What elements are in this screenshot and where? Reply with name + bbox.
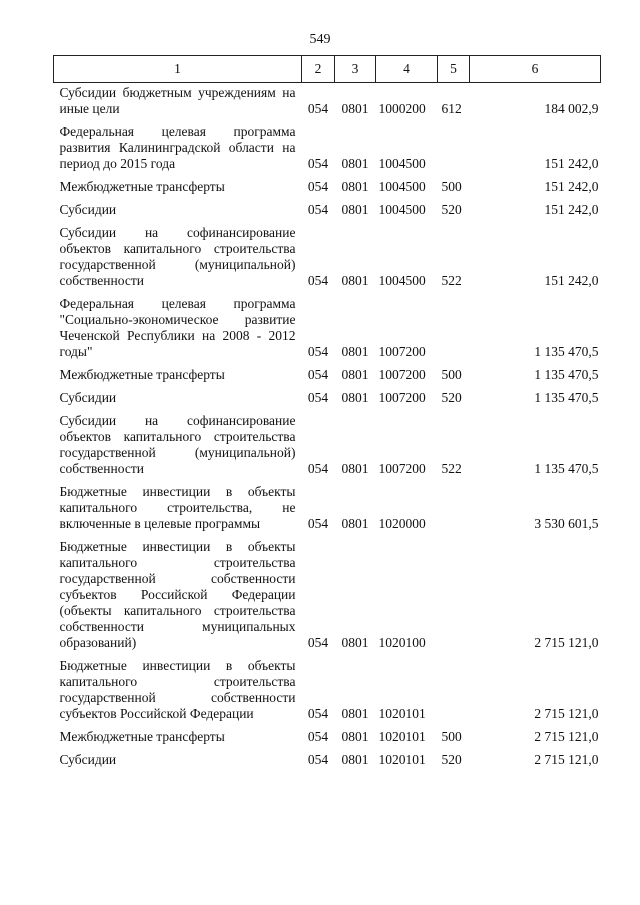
row-target-code: 1020101	[378, 752, 426, 767]
row-ministry-code: 054	[307, 179, 329, 194]
row-ministry-code: 054	[307, 156, 329, 171]
row-ministry-code: 054	[307, 101, 329, 116]
row-amount: 151 242,0	[544, 156, 599, 171]
row-ministry-code: 054	[307, 635, 329, 650]
row-name: Бюджетные инвестиции в объекты капитального строительства государственной собственности субъектов Российской Федерации (объекты капитального строительства собственности муниципальных образований)	[59, 539, 296, 650]
row-target-code: 1020101	[378, 729, 426, 744]
row-amount: 151 242,0	[544, 273, 599, 288]
row-section-code: 0801	[341, 752, 369, 767]
table-row	[54, 83, 601, 123]
table-row	[54, 482, 601, 537]
row-name: Субсидии	[59, 202, 117, 217]
table-row	[54, 388, 601, 411]
row-target-code: 1020000	[378, 516, 426, 531]
row-target-code: 1020101	[378, 706, 426, 721]
row-expense-type	[438, 537, 470, 656]
row-amount: 151 242,0	[544, 179, 599, 194]
header-col-4: 4	[376, 56, 438, 83]
row-ministry-code: 054	[307, 202, 329, 217]
budget-table	[53, 55, 601, 773]
table-row	[54, 122, 601, 177]
row-name: Межбюджетные трансферты	[59, 367, 225, 382]
row-amount: 1 135 470,5	[534, 367, 599, 382]
table-row	[54, 365, 601, 388]
row-expense-type: 500	[441, 729, 462, 744]
row-name: Межбюджетные трансферты	[59, 729, 225, 744]
row-expense-type: 612	[441, 101, 462, 116]
row-ministry-code: 054	[307, 344, 329, 359]
table-row	[54, 200, 601, 223]
header-col-6: 6	[470, 56, 601, 83]
row-amount: 184 002,9	[544, 101, 599, 116]
row-name: Субсидии	[59, 390, 117, 405]
row-section-code: 0801	[341, 344, 369, 359]
table-row	[54, 223, 601, 294]
row-amount: 2 715 121,0	[534, 706, 599, 721]
row-expense-type: 520	[441, 752, 462, 767]
row-ministry-code: 054	[307, 752, 329, 767]
row-section-code: 0801	[341, 461, 369, 476]
row-name: Федеральная целевая программа развития Калининградской области на период до 2015 года	[59, 124, 296, 171]
row-amount: 2 715 121,0	[534, 729, 599, 744]
row-section-code: 0801	[341, 635, 369, 650]
header-col-5: 5	[438, 56, 470, 83]
row-section-code: 0801	[341, 390, 369, 405]
row-expense-type: 522	[441, 461, 462, 476]
row-ministry-code: 054	[307, 461, 329, 476]
row-expense-type	[438, 294, 470, 365]
row-name: Субсидии	[59, 752, 117, 767]
row-amount: 2 715 121,0	[534, 752, 599, 767]
row-amount: 2 715 121,0	[534, 635, 599, 650]
row-expense-type	[438, 656, 470, 727]
row-expense-type: 520	[441, 390, 462, 405]
row-name: Бюджетные инвестиции в объекты капитального строительства государственной собственности субъектов Российской Федерации	[59, 658, 296, 721]
row-section-code: 0801	[341, 179, 369, 194]
header-col-1: 1	[54, 56, 302, 83]
table-row	[54, 537, 601, 656]
row-name: Субсидии бюджетным учреждениям на иные цели	[59, 85, 296, 116]
row-expense-type: 500	[441, 367, 462, 382]
row-expense-type: 522	[441, 273, 462, 288]
row-target-code: 1007200	[378, 461, 426, 476]
row-target-code: 1007200	[378, 367, 426, 382]
row-section-code: 0801	[341, 202, 369, 217]
header-col-3: 3	[335, 56, 376, 83]
row-target-code: 1007200	[378, 344, 426, 359]
table-row	[54, 750, 601, 773]
row-section-code: 0801	[341, 729, 369, 744]
table-row	[54, 656, 601, 727]
row-expense-type	[438, 482, 470, 537]
row-target-code: 1007200	[378, 390, 426, 405]
row-name: Субсидии на софинансирование объектов капитального строительства государственной (муниципальной) собственности	[59, 413, 296, 476]
row-expense-type: 500	[441, 179, 462, 194]
table-header-row	[54, 56, 601, 83]
table-row	[54, 727, 601, 750]
row-target-code: 1000200	[378, 101, 426, 116]
row-name: Межбюджетные трансферты	[59, 179, 225, 194]
row-ministry-code: 054	[307, 367, 329, 382]
row-name: Субсидии на софинансирование объектов капитального строительства государственной (муниципальной) собственности	[59, 225, 296, 288]
row-amount: 151 242,0	[544, 202, 599, 217]
row-section-code: 0801	[341, 273, 369, 288]
row-target-code: 1004500	[378, 179, 426, 194]
row-target-code: 1004500	[378, 202, 426, 217]
row-ministry-code: 054	[307, 729, 329, 744]
table-row	[54, 177, 601, 200]
row-section-code: 0801	[341, 156, 369, 171]
table-row	[54, 411, 601, 482]
row-target-code: 1004500	[378, 156, 426, 171]
row-target-code: 1004500	[378, 273, 426, 288]
row-ministry-code: 054	[307, 390, 329, 405]
row-amount: 1 135 470,5	[534, 344, 599, 359]
row-amount: 1 135 470,5	[534, 390, 599, 405]
row-target-code: 1020100	[378, 635, 426, 650]
row-expense-type: 520	[441, 202, 462, 217]
header-col-2: 2	[302, 56, 335, 83]
row-ministry-code: 054	[307, 273, 329, 288]
row-section-code: 0801	[341, 101, 369, 116]
row-ministry-code: 054	[307, 706, 329, 721]
row-section-code: 0801	[341, 367, 369, 382]
row-ministry-code: 054	[307, 516, 329, 531]
row-expense-type	[438, 122, 470, 177]
row-section-code: 0801	[341, 706, 369, 721]
table-row	[54, 294, 601, 365]
row-section-code: 0801	[341, 516, 369, 531]
page-number: 549	[309, 32, 331, 47]
row-amount: 1 135 470,5	[534, 461, 599, 476]
row-name: Федеральная целевая программа "Социально-экономическое развитие Чеченской Республики на 2008 - 2012 годы"	[59, 296, 296, 359]
row-name: Бюджетные инвестиции в объекты капитального строительства, не включенные в целевые программы	[59, 484, 296, 531]
row-amount: 3 530 601,5	[534, 516, 599, 531]
